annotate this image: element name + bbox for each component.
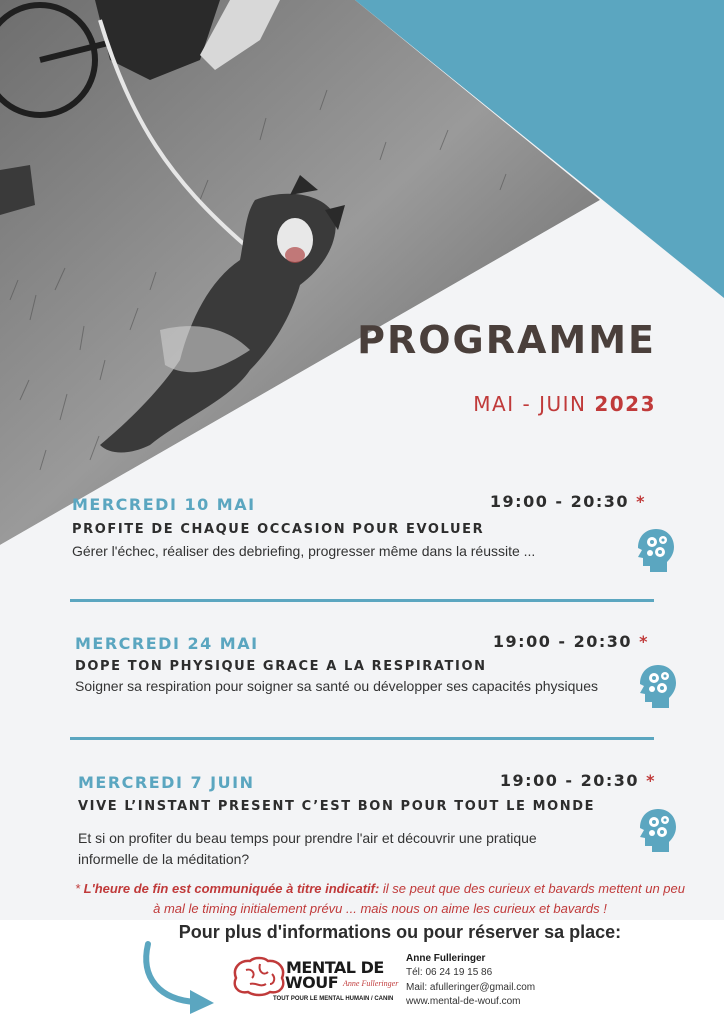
event-date: MERCREDI 10 MAI (72, 495, 256, 514)
brain-gears-icon (636, 806, 678, 854)
brand-name-line2: WOUF (285, 973, 339, 992)
event-heading: DOPE TON PHYSIQUE GRACE A LA RESPIRATION (75, 659, 487, 674)
event-date: MERCREDI 24 MAI (75, 634, 259, 653)
contact-website: www.mental-de-wouf.com (406, 996, 521, 1007)
contact-title: Pour plus d'informations ou pour réserver sa place: (178, 922, 622, 942)
contact-mail: Mail: afulleringer@gmail.com (406, 982, 536, 993)
contact-name: Anne Fulleringer (406, 953, 486, 964)
brand-name-line1: MENTAL DE (286, 958, 384, 977)
event-description: Et si on profiter du beau temps pour prendre l'air et découvrir une pratique informelle de la méditation? (78, 830, 537, 867)
brand-signature: Anne Fulleringer (343, 979, 399, 988)
period-subtitle: MAI - JUIN 2023 (473, 392, 656, 416)
brain-logo-icon (230, 956, 288, 998)
event-description: Gérer l'échec, réaliser des debriefing, progresser même dans la réussite ... (72, 543, 536, 559)
brain-gears-icon (634, 526, 676, 574)
timing-note: * L'heure de fin est communiquée à titre indicatif: il se peut que des curieux et bavards mettent un peu à mal le timing initialement prévu ... mais nous on aime les curieux et bavards ! (74, 881, 685, 916)
section-divider (70, 737, 654, 740)
event-date: MERCREDI 7 JUIN (78, 773, 255, 792)
section-divider (70, 599, 654, 602)
event-heading: VIVE L’INSTANT PRESENT C’EST BON POUR TOUT LE MONDE (78, 799, 596, 814)
event-description: Soigner sa respiration pour soigner sa santé ou développer ses capacités physiques (75, 678, 598, 694)
brain-gears-icon (636, 662, 678, 710)
event-heading: PROFITE DE CHAQUE OCCASION POUR EVOLUER (72, 522, 485, 537)
event-time: 19:00 - 20:30 * (492, 632, 649, 651)
contact-phone: Tél: 06 24 19 15 86 (406, 967, 493, 978)
event-time: 19:00 - 20:30 * (499, 771, 656, 790)
brand-tagline: TOUT POUR LE MENTAL HUMAIN / CANIN (273, 996, 394, 1002)
curved-arrow-icon (138, 938, 218, 1014)
page-title: PROGRAMME (357, 318, 656, 362)
event-time: 19:00 - 20:30 * (489, 492, 646, 511)
